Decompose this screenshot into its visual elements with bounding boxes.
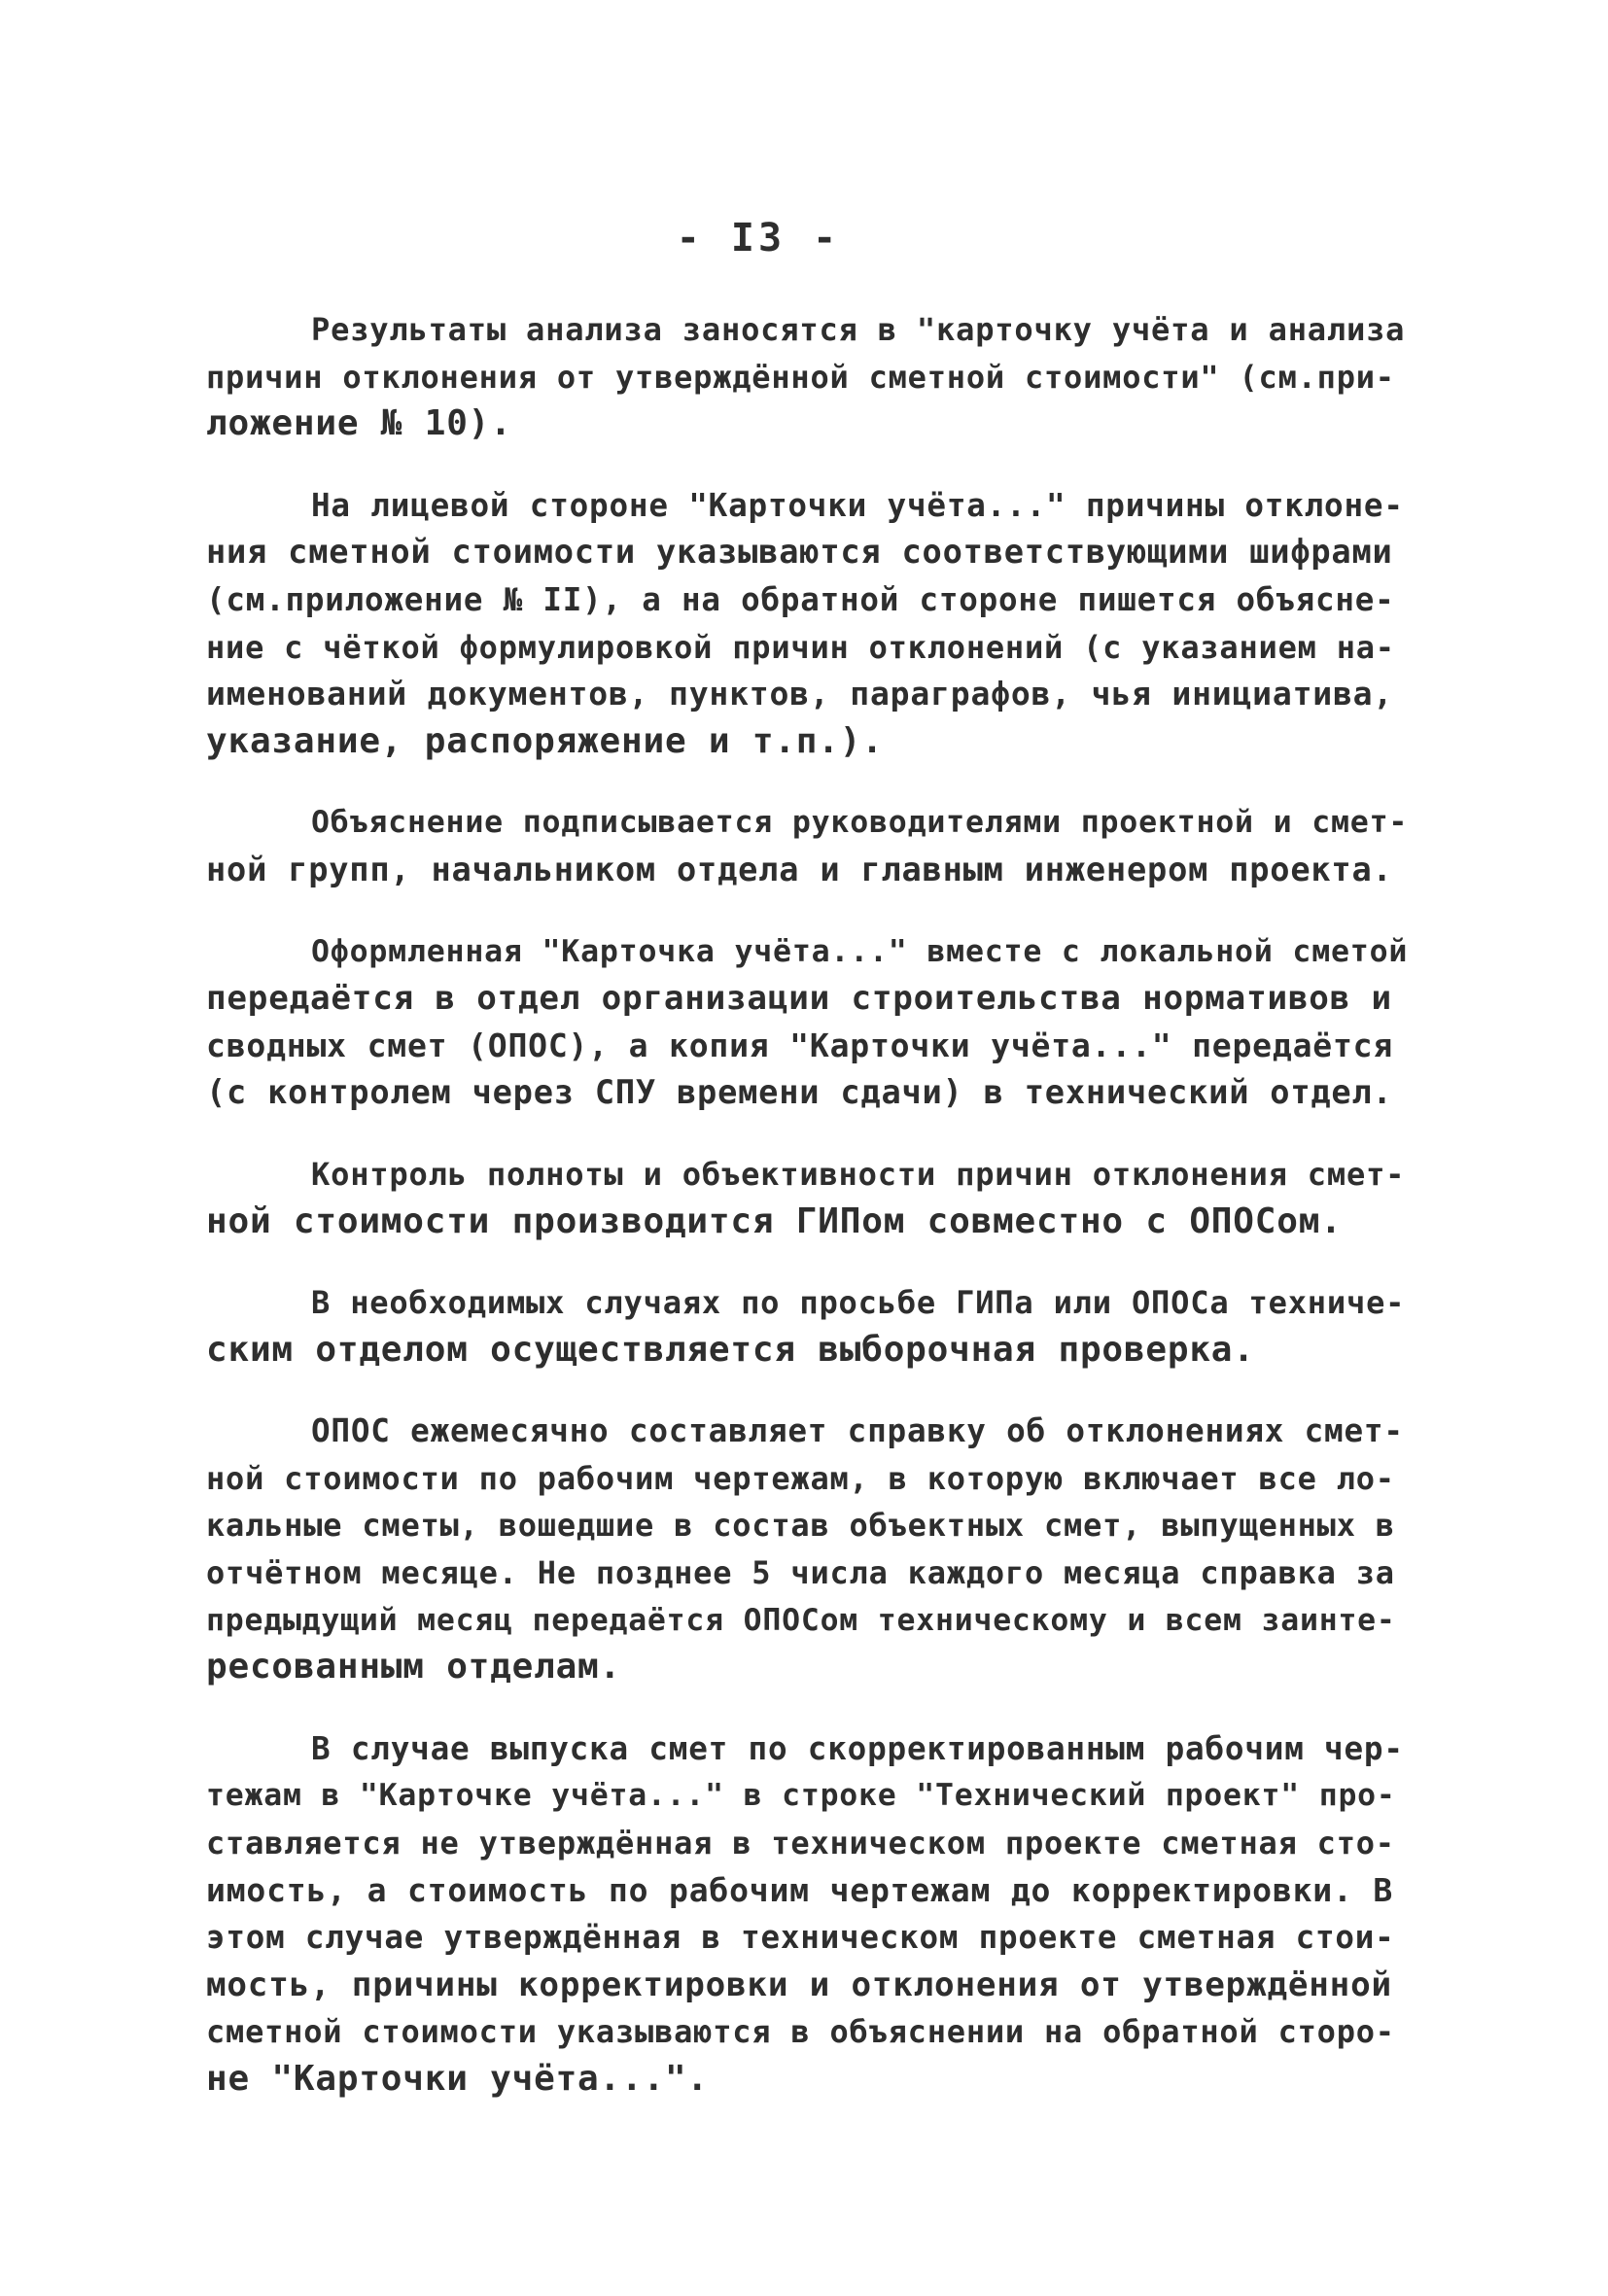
text-line: ной стоимости по рабочим чертежам, в которую включает все ло- [206,1459,1395,1497]
document-body [206,306,1409,2138]
text-line: Объяснение подписывается руководителями проектной и смет- [311,805,1409,841]
text-line: ной групп, начальником отдела и главным инженером проекта. [206,850,1393,888]
text-line: Оформленная "Карточка учёта..." вместе с локальной сметой [311,933,1409,969]
paragraph [206,799,1409,893]
text-line: сметной стоимости указываются в объяснении на обратной сторо- [206,2013,1395,2051]
text-line: имость, а стоимость по рабочим чертежам до корректировки. В [206,1870,1394,1909]
text-line: (см.приложение № II), а на обратной стороне пишется объясне- [206,580,1395,618]
text-line: Результаты анализа заносятся в "карточку учёта и анализа [311,311,1406,348]
text-line: (с контролем через СПУ времени сдачи) в технический отдел. [206,1073,1393,1112]
text-line: ским отделом осуществляется выборочная проверка. [206,1329,1255,1370]
text-line: ния сметной стоимости указываются соответствующими шифрами [206,533,1393,572]
text-line: ние с чёткой формулировкой причин отклонений (с указанием на- [206,628,1395,666]
paragraph [206,928,1409,1117]
text-line: мость, причины корректировки и отклонения от утверждённой [206,1965,1392,2004]
paragraph [206,1279,1406,1374]
text-line: передаётся в отдел организации строительства нормативов и [206,979,1392,1019]
text-line: этом случае утверждённая в техническом проекте сметная стои- [206,1919,1395,1957]
text-line: ресованным отделам. [206,1647,622,1687]
text-line: тежам в "Карточке учёта..." в строке "Технический проект" про- [206,1778,1396,1814]
text-line: указание, распоряжение и т.п.). [206,720,884,761]
paragraph [206,1408,1402,1691]
text-line: На лицевой стороне "Карточки учёта..." причины отклоне- [311,486,1404,524]
paragraph [206,1151,1406,1245]
text-line: именований документов, пунктов, параграфов, чья инициатива, [206,675,1394,713]
page-number: - I3 - [676,216,841,261]
paragraph [206,1725,1402,2104]
text-line: ной стоимости производится ГИПом совместно с ОПОСом. [206,1200,1343,1241]
text-line: отчётном месяце. Не позднее 5 числа каждого месяца справка за [206,1554,1395,1592]
text-line: причин отклонения от утверждённой сметной стоимости" (см.при- [206,358,1395,396]
text-line: не "Карточки учёта...". [206,2059,709,2099]
text-line: В случае выпуска смет по скорректированным рабочим чер- [311,1729,1404,1767]
text-line: кальные сметы, вошедшие в состав объектных смет, выпущенных в [206,1507,1395,1545]
paragraph [206,306,1406,448]
text-line: сводных смет (ОПОС), а копия "Карточки учёта..." передаётся [206,1026,1394,1064]
text-line: В необходимых случаях по просьбе ГИПа или ОПОСа техниче- [311,1284,1406,1322]
text-line: Контроль полноты и объективности причин отклонения смет- [311,1155,1406,1193]
text-line: ложение № 10). [206,403,512,444]
paragraph [206,482,1402,766]
text-line: предыдущий месяц передаётся ОПОСом техническому и всем заинте- [206,1602,1396,1638]
text-line: ОПОС ежемесячно составляет справку об отклонениях смет- [311,1412,1404,1450]
text-line: ставляется не утверждённая в техническом проекте сметная сто- [206,1825,1395,1862]
